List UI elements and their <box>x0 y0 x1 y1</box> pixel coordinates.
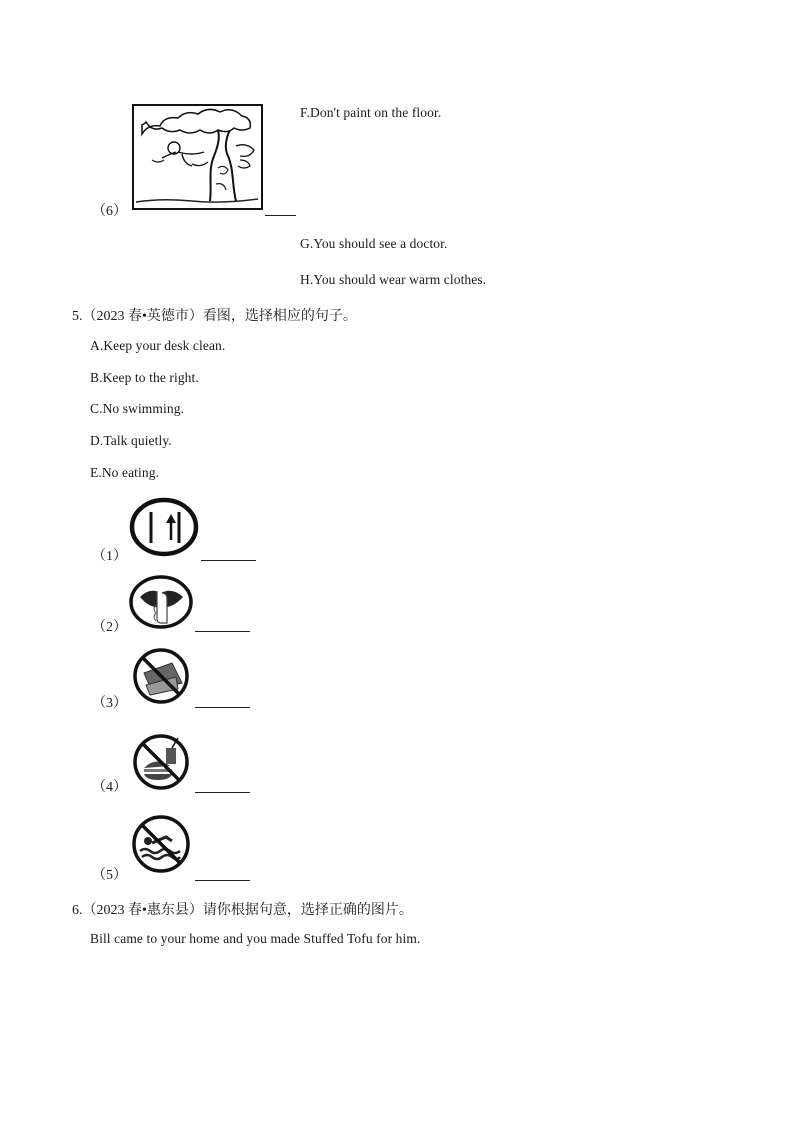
no-littering-desk-icon <box>132 649 192 704</box>
q5-option-d: D.Talk quietly. <box>90 433 172 448</box>
q5-item-1-answer-blank[interactable] <box>201 560 256 561</box>
q5-item-1-label: （1） <box>92 549 127 564</box>
q5-item-3-answer-blank[interactable] <box>195 707 250 708</box>
question-6-sentence: Bill came to your home and you made Stuffed Tofu for him. <box>90 931 421 946</box>
keep-right-arrow-icon <box>130 498 200 556</box>
tree-climbing-picture <box>132 104 263 210</box>
no-swimming-icon <box>132 815 192 873</box>
q5-item-2-label: （2） <box>92 620 127 635</box>
option-g: G.You should see a doctor. <box>300 236 448 251</box>
prev-item-6-answer-blank[interactable] <box>265 215 296 216</box>
q5-item-4-answer-blank[interactable] <box>195 792 250 793</box>
q5-item-2-answer-blank[interactable] <box>195 631 250 632</box>
option-f: F.Don't paint on the floor. <box>300 105 442 120</box>
q5-item-3-label: （3） <box>92 696 127 711</box>
q5-option-e: E.No eating. <box>90 465 160 480</box>
q5-option-b: B.Keep to the right. <box>90 370 199 385</box>
question-5-title: 5.（2023 春•英德市）看图，选择相应的句子。 <box>72 309 357 324</box>
talk-quietly-lips-icon <box>130 575 194 629</box>
q5-item-5-answer-blank[interactable] <box>195 880 250 881</box>
q5-option-c: C.No swimming. <box>90 401 185 416</box>
no-eating-burger-icon <box>132 734 192 790</box>
question-6-title: 6.（2023 春•惠东县）请你根据句意，选择正确的图片。 <box>72 903 413 918</box>
q5-item-5-label: （5） <box>92 868 127 883</box>
prev-item-6-label: （6） <box>92 204 127 219</box>
option-h: H.You should wear warm clothes. <box>300 272 487 287</box>
q5-item-4-label: （4） <box>92 780 127 795</box>
q5-option-a: A.Keep your desk clean. <box>90 338 226 353</box>
